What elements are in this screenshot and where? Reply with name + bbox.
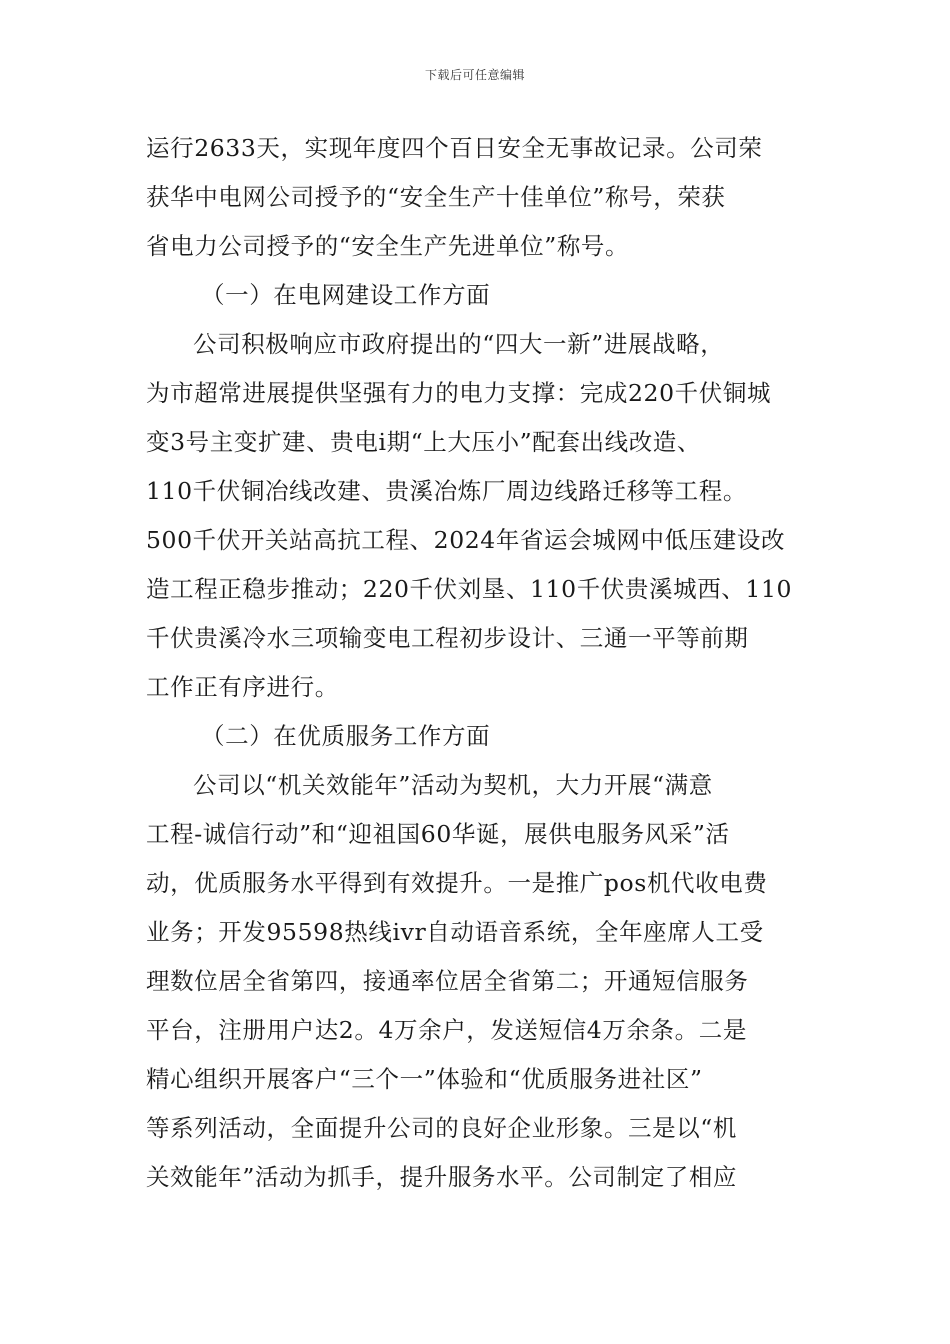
text-line: 运行2633天，实现年度四个百日安全无事故记录。公司荣 [146,134,763,162]
text-line: 动，优质服务水平得到有效提升。一是推广pos机代收电费 [146,869,768,897]
text-line: 造工程正稳步推动；220千伏刘垦、110千伏贵溪城西、110 [146,575,793,603]
text-line: 工程-诚信行动”和“迎祖国60华诞，展供电服务风采”活 [146,820,730,848]
text-line: 为市超常进展提供坚强有力的电力支撑：完成220千伏铜城 [146,379,772,407]
section-heading-grid-construction: （一）在电网建设工作方面 [201,281,491,309]
page-header: 下载后可任意编辑 [424,68,525,82]
text-line: 工作正有序进行。 [146,673,339,701]
document-body [146,124,826,1202]
paragraph-start: 公司积极响应市政府提出的“四大一新”进展战略， [193,330,725,358]
text-line: 获华中电网公司授予的“安全生产十佳单位”称号，荣获 [146,183,726,211]
text-line: 110千伏铜冶线改建、贵溪冶炼厂周边线路迁移等工程。 [146,477,747,505]
text-line: 理数位居全省第四，接通率位居全省第二；开通短信服务 [146,967,749,995]
text-line: 变3号主变扩建、贵电i期“上大压小”配套出线改造、 [146,428,701,456]
text-line: 省电力公司授予的“安全生产先进单位”称号。 [146,232,630,260]
section-heading-quality-service: （二）在优质服务工作方面 [201,722,491,750]
text-line: 关效能年”活动为抓手，提升服务水平。公司制定了相应 [146,1163,738,1191]
text-line: 业务；开发95598热线ivr自动语音系统，全年座席人工受 [146,918,764,946]
text-line: 千伏贵溪冷水三项输变电工程初步设计、三通一平等前期 [146,624,749,652]
text-line: 500千伏开关站高抗工程、2024年省运会城网中低压建设改 [146,526,786,554]
text-line: 等系列活动，全面提升公司的良好企业形象。三是以“机 [146,1114,738,1142]
paragraph-start: 公司以“机关效能年”活动为契机，大力开展“满意 [193,771,713,799]
text-line: 平台，注册用户达2。4万余户，发送短信4万余条。二是 [146,1016,747,1044]
text-line: 精心组织开展客户“三个一”体验和“优质服务进社区” [146,1065,703,1093]
